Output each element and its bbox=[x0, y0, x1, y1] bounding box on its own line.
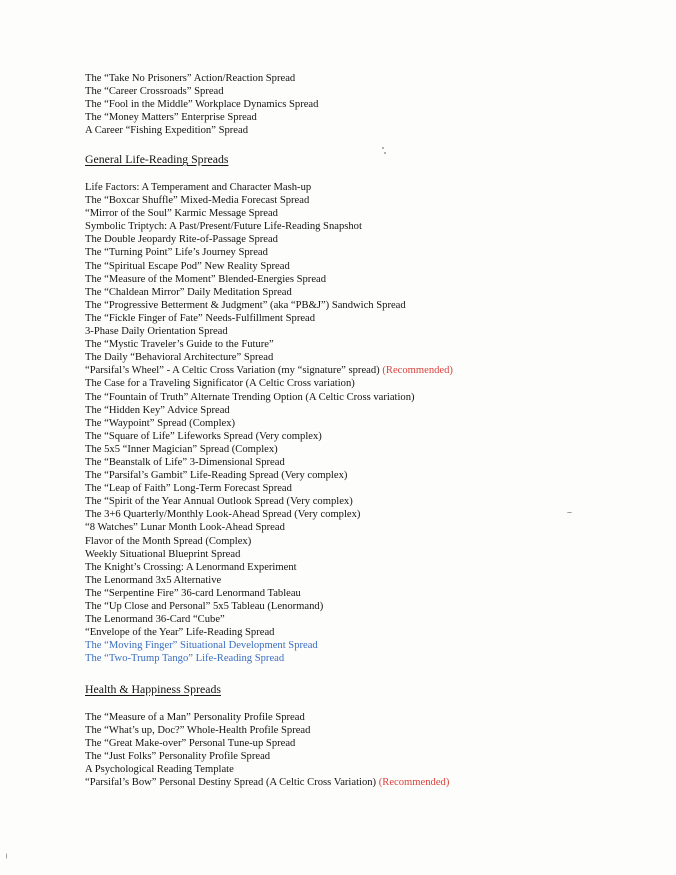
list-item: The “Parsifal’s Gambit” Life-Reading Spread (Very complex) bbox=[85, 470, 348, 482]
list-item: The “Up Close and Personal” 5x5 Tableau (Lenormand) bbox=[85, 601, 324, 612]
list-item: The “Progressive Betterment & Judgment” (aka “PB&J”) Sandwich Spread bbox=[85, 299, 406, 311]
list-item: Flavor of the Month Spread (Complex) bbox=[85, 535, 252, 547]
recommended-note: (Recommended) bbox=[378, 777, 450, 789]
list-item: The “Money Matters” Enterprise Spread bbox=[85, 112, 257, 124]
scan-speck bbox=[384, 152, 386, 154]
list-item: Weekly Situational Blueprint Spread bbox=[85, 548, 241, 560]
list-item: The “Serpentine Fire” 36-card Lenormand Tableau bbox=[85, 587, 301, 599]
list-item: The Lenormand 3x5 Alternative bbox=[85, 574, 222, 586]
general-life-reading-heading: General Life-Reading Spreads bbox=[85, 152, 229, 166]
list-item: The “Spirit of the Year Annual Outlook Spread (Very complex) bbox=[85, 496, 353, 508]
list-item: The 5x5 “Inner Magician” Spread (Complex) bbox=[85, 443, 278, 455]
list-item: The “Square of Life” Lifeworks Spread (Very complex) bbox=[85, 430, 322, 442]
list-item: The “Hidden Key” Advice Spread bbox=[85, 404, 230, 416]
list-item: A Career “Fishing Expedition” Spread bbox=[85, 125, 248, 137]
career-spreads-list bbox=[85, 72, 645, 137]
list-item: The “Boxcar Shuffle” Mixed-Media Forecast Spread bbox=[85, 195, 310, 207]
list-item-two-trump-tango: The “Two-Trump Tango” Life-Reading Spread bbox=[85, 653, 285, 665]
list-item: The 3+6 Quarterly/Monthly Look-Ahead Spread (Very complex) bbox=[85, 509, 361, 521]
list-item: Symbolic Triptych: A Past/Present/Future Life-Reading Snapshot bbox=[85, 221, 362, 233]
list-item: The “Turning Point” Life’s Journey Spread bbox=[85, 247, 268, 259]
list-item: “8 Watches” Lunar Month Look-Ahead Spread bbox=[85, 522, 285, 534]
general-spreads-list bbox=[85, 181, 645, 665]
health-happiness-heading: Health & Happiness Spreads bbox=[85, 682, 221, 696]
list-item: “Mirror of the Soul” Karmic Message Spread bbox=[85, 208, 278, 220]
list-item: The “Fool in the Middle” Workplace Dynamics Spread bbox=[85, 99, 319, 111]
list-item: The “Fountain of Truth” Alternate Trending Option (A Celtic Cross variation) bbox=[85, 391, 415, 403]
recommended-note: (Recommended) bbox=[382, 365, 453, 377]
scan-speck bbox=[567, 512, 572, 513]
list-item: The Double Jeopardy Rite-of-Passage Spread bbox=[85, 234, 278, 246]
list-item: Life Factors: A Temperament and Character Mash-up bbox=[85, 182, 312, 193]
list-item: The “Leap of Faith” Long-Term Forecast Spread bbox=[85, 483, 292, 495]
list-item-parsifals-wheel bbox=[85, 364, 645, 377]
list-item: The Lenormand 36-Card “Cube” bbox=[85, 614, 225, 626]
list-item: The Case for a Traveling Significator (A Celtic Cross variation) bbox=[85, 378, 355, 390]
list-item: The “Beanstalk of Life” 3-Dimensional Spread bbox=[85, 456, 285, 468]
list-item: The “Chaldean Mirror” Daily Meditation Spread bbox=[85, 286, 292, 298]
list-item: The “Mystic Traveler’s Guide to the Future” bbox=[85, 339, 274, 351]
health-spreads-list bbox=[85, 711, 645, 790]
list-item: The Knight’s Crossing: A Lenormand Experiment bbox=[85, 561, 297, 573]
list-item: The “Fickle Finger of Fate” Needs-Fulfillment Spread bbox=[85, 312, 316, 324]
item-text: “Parsifal’s Wheel” - A Celtic Cross Variation (my “signature” spread) bbox=[85, 365, 380, 377]
scan-speck bbox=[382, 147, 384, 149]
list-item: The “Waypoint” Spread (Complex) bbox=[85, 417, 236, 429]
list-item: The “Measure of the Moment” Blended-Energies Spread bbox=[85, 273, 327, 285]
list-item: A Psychological Reading Template bbox=[85, 764, 234, 776]
list-item: The “Career Crossroads” Spread bbox=[85, 86, 224, 98]
list-item: The “What’s up, Doc?” Whole-Health Profile Spread bbox=[85, 725, 311, 737]
list-item-moving-finger: The “Moving Finger” Situational Development Spread bbox=[85, 640, 318, 652]
item-text: “Parsifal’s Bow” Personal Destiny Spread (A Celtic Cross Variation) bbox=[85, 777, 377, 789]
scan-speck bbox=[6, 853, 7, 859]
list-item: The “Take No Prisoners” Action/Reaction Spread bbox=[85, 73, 296, 84]
list-item: The “Spiritual Escape Pod” New Reality Spread bbox=[85, 260, 290, 272]
list-item: The Daily “Behavioral Architecture” Spread bbox=[85, 352, 274, 364]
list-item-parsifals-bow bbox=[85, 776, 645, 789]
list-item: “Envelope of the Year” Life-Reading Spread bbox=[85, 627, 275, 639]
list-item: The “Measure of a Man” Personality Profile Spread bbox=[85, 712, 305, 723]
list-item: The “Just Folks” Personality Profile Spread bbox=[85, 751, 271, 763]
list-item: The “Great Make-over” Personal Tune-up Spread bbox=[85, 738, 296, 750]
list-item: 3-Phase Daily Orientation Spread bbox=[85, 326, 228, 338]
